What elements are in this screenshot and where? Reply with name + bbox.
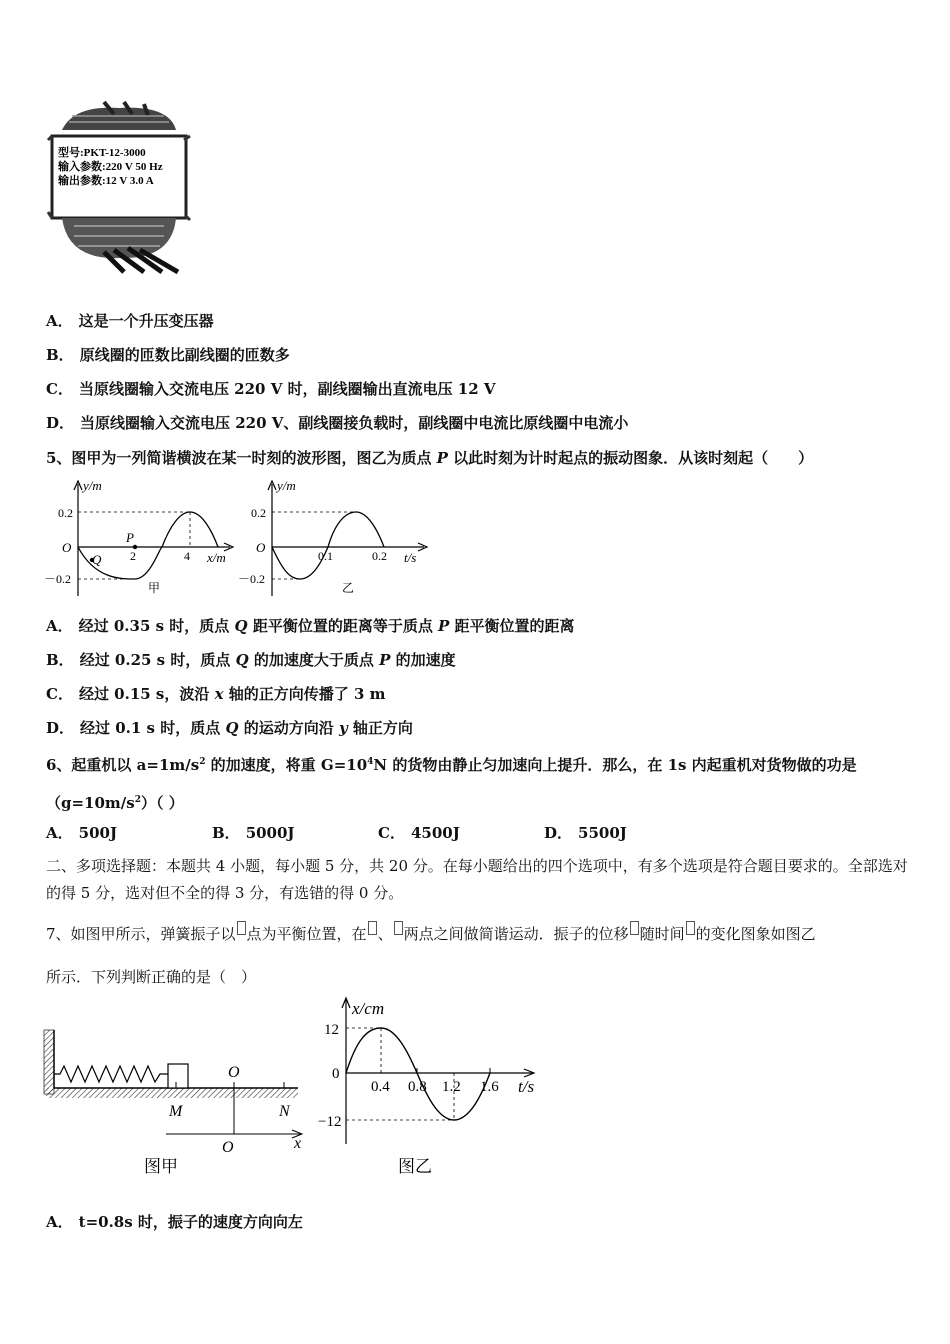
option-text: 当原线圈输入交流电压 220 V、副线圈接负载时，副线圈中电流比原线圈中电流小 [80,414,629,432]
option-pre: 经过 0.25 s 时，质点 [79,651,236,669]
figure-caption: 图乙 [398,1157,432,1176]
point-p-label: P [126,530,134,545]
point-q-label: Q [92,552,102,567]
option-mid: 的加速度大于质点 [248,651,380,669]
spring-oscillator-drawing [42,1026,314,1182]
q7-stem-c: 、 [377,925,393,943]
option-text: 当原线圈输入交流电压 220 V 时，副线圈输出直流电压 12 V [78,380,496,398]
missing-glyph-icon [237,921,246,935]
x-axis-label: x/m [207,550,226,565]
vibration-graph-yi [238,476,438,600]
option-text: 这是一个升压变压器 [78,312,214,330]
spring [54,1066,168,1082]
option-label: A． [46,617,73,635]
q4-option-b [46,345,290,365]
option-label: D． [46,414,75,432]
option-var-1: Q [234,617,248,635]
option-label: B． [46,346,74,364]
t-tick-01: 0.1 [318,549,333,563]
option-text: t=0.8s 时，振子的速度方向向左 [78,1213,303,1231]
point-o-label: O [228,1064,240,1081]
q6-sup-2: 4 [367,757,374,767]
q5-option-a [46,616,575,636]
t-tick-08: 0.8 [408,1079,427,1095]
origin-label: O [62,540,72,555]
q6-stem-c: N 的货物由静止匀加速向上提升．那么，在 1s 内起重机对货物做的功是 [373,756,857,774]
q7-stem-f: 的变化图象如图乙 [695,925,816,943]
point-m-label: M [169,1103,183,1120]
option-text: 原线圈的匝数比副线圈的匝数多 [79,346,290,364]
option-mid: 的运动方向沿 [238,719,339,737]
transformer-label-line-3: 输出参数:12 V 3.0 A [58,175,154,187]
option-post: 的加速度 [390,651,456,669]
q5-figure-jia [40,476,240,600]
option-var-2: P [379,651,391,669]
axis-origin-label: O [222,1139,234,1156]
q4-option-d [46,413,628,433]
x-axis-label: x [294,1135,302,1152]
x-axis-label: t/s [404,550,417,565]
missing-glyph-icon [630,921,639,935]
option-label: A． [46,824,73,842]
option-var-2: P [438,617,450,635]
q5-option-b [46,650,456,670]
q6-sup-1: 2 [199,757,206,767]
option-post: 轴正方向 [347,719,413,737]
q6-stem2-a: （g=10m/s [46,794,135,812]
x-tick-2: 2 [130,549,136,563]
figure-caption: 甲 [148,581,161,595]
figure-caption: 乙 [342,581,355,595]
option-text: 4500J [410,824,460,842]
option-label: D． [46,719,75,737]
missing-glyph-icon [368,921,377,935]
section-2-instructions: 二、多项选择题：本题共 4 小题，每小题 5 分，共 20 分。在每小题给出的四个选项中，有多个选项是符合题目要求的。全部选对的得 5 分，选对但不全的得 3 分，有选错的得 0 分。 [46,857,908,902]
option-pre: 经过 0.35 s 时，质点 [78,617,235,635]
q5-option-d [46,718,413,738]
y-tick-12: 12 [324,1022,339,1038]
q7-stem-a: 7、如图甲所示，弹簧振子以 [46,925,236,943]
t-tick-04: 0.4 [371,1079,390,1095]
wave-curve [78,512,218,579]
q7-stem-e: 随时间 [639,925,685,943]
wall [44,1030,54,1094]
t-axis-label: t/s [518,1077,535,1096]
y-tick-bottom: －0.2 [44,572,72,586]
origin-label: O [256,540,266,555]
y-tick-top: 0.2 [58,506,73,520]
displacement-curve [346,1028,490,1120]
option-text: 500J [78,824,118,842]
q5-stem [46,448,813,468]
option-var-2: y [338,719,348,737]
point-n-label: N [279,1103,290,1120]
option-label: C． [378,824,405,842]
q7-figure-yi [318,994,548,1184]
option-label: A． [46,1213,73,1231]
q6-stem-b: 的加速度，将重 G=10 [205,756,368,774]
oscillator-block [168,1064,188,1088]
q6-stem2-b: ）（ ） [141,794,184,812]
q6-stem-line-1 [46,752,857,775]
t-tick-12: 1.2 [442,1079,461,1095]
t-tick-02: 0.2 [372,549,387,563]
q6-option-a [46,823,212,843]
q7-option-a [46,1212,303,1232]
t-tick-16: 1.6 [480,1079,499,1095]
q6-options [46,823,627,843]
q7-figure-jia [42,1026,314,1182]
transformer-label-line-1: 型号:PKT-12-3000 [58,147,146,159]
vibration-curve [272,512,384,579]
q7-stem-line-1 [46,921,816,944]
q6-option-b [212,823,378,843]
option-var-1: Q [235,651,249,669]
q7-stem-d: 两点之间做简谐运动．振子的位移 [403,925,629,943]
y-tick-bottom: －0.2 [238,572,266,586]
q4-option-a [46,311,214,331]
option-var-1: Q [225,719,239,737]
q5-stem-var-p: P [436,449,448,467]
q6-option-c [378,823,544,843]
y-axis-label: y/m [83,478,102,493]
option-label: B． [212,824,240,842]
option-pre: 经过 0.15 s，波沿 [78,685,215,703]
transformer-label-line-2: 输入参数:220 V 50 Hz [58,161,163,173]
option-text: 5000J [245,824,295,842]
q5-figure-yi [238,476,438,600]
q5-stem-post: 以此时刻为计时起点的振动图象．从该时刻起（ ） [447,449,814,467]
option-label: C． [46,380,73,398]
option-label: C． [46,685,73,703]
option-mid: 距平衡位置的距离等于质点 [247,617,439,635]
figure-caption: 图甲 [144,1157,178,1176]
option-post: 距平衡位置的距离 [449,617,575,635]
y-tick-0: 0 [332,1066,340,1082]
q4-option-c [46,379,496,399]
option-text: 5500J [578,824,627,842]
x-tick-4: 4 [184,549,190,563]
transformer-drawing [44,100,194,276]
floor [46,1088,298,1098]
option-var-1: x [214,685,224,703]
q6-option-d [544,823,627,843]
option-label: B． [46,651,74,669]
q6-sup-3: 2 [134,795,141,805]
q6-stem-line-2 [46,790,184,813]
missing-glyph-icon [686,921,695,935]
missing-glyph-icon [394,921,403,935]
option-mid: 轴的正方向传播了 3 m [223,685,386,703]
y-tick-minus-12: −12 [318,1114,342,1130]
q7-stem-line-2: 所示．下列判断正确的是（ ） [46,968,257,986]
transformer-image [44,100,194,276]
option-label: A． [46,312,73,330]
option-label: D． [544,824,573,842]
y-tick-top: 0.2 [251,506,266,520]
y-axis-label: x/cm [352,999,385,1018]
q5-stem-pre: 5、图甲为一列简谐横波在某一时刻的波形图，图乙为质点 [46,449,437,467]
option-pre: 经过 0.1 s 时，质点 [80,719,226,737]
q6-stem-a: 6、起重机以 a=1m/s [46,756,200,774]
y-axis-label: y/m [277,478,296,493]
displacement-time-graph [318,994,548,1184]
q7-stem-b: 点为平衡位置，在 [246,925,367,943]
wave-graph-jia [40,476,240,600]
q5-option-c [46,684,386,704]
